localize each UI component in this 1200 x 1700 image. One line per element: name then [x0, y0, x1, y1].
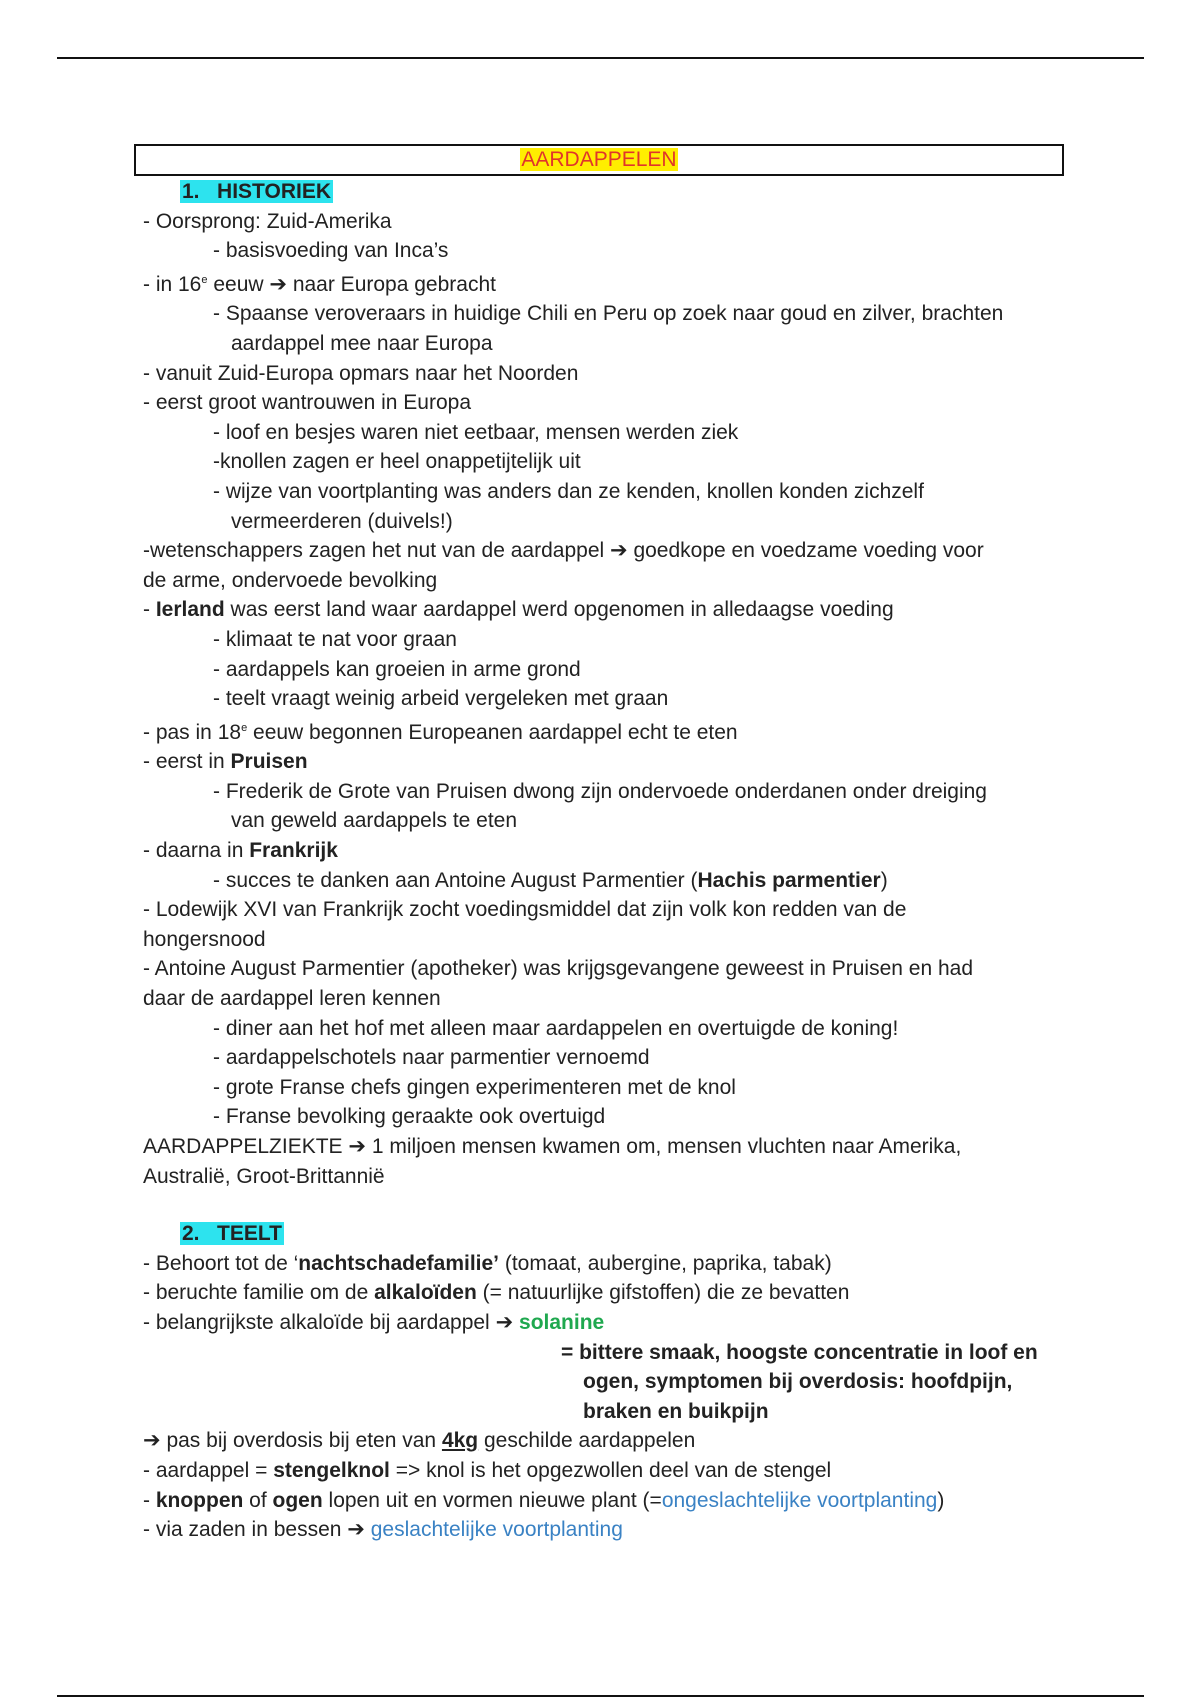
arrow-icon: ➔ — [143, 1429, 161, 1453]
list-item: -knollen zagen er heel onappetijtelijk uit — [213, 450, 581, 474]
list-item: - eerst groot wantrouwen in Europa — [143, 391, 472, 415]
list-item: ogen, symptomen bij overdosis: hoofdpijn, — [583, 1370, 1013, 1394]
list-item: Australië, Groot-Brittannië — [143, 1164, 385, 1188]
list-item: - succes te danken aan Antoine August Parmentier (Hachis parmentier) — [213, 868, 888, 892]
list-item: - Antoine August Parmentier (apotheker) was krijgsgevangene geweest in Pruisen en had — [143, 957, 973, 981]
list-item: - beruchte familie om de alkaloïden (= natuurlijke gifstoffen) die ze bevatten — [143, 1281, 850, 1305]
list-item: - pas in 18e eeuw begonnen Europeanen aardappel echt te eten — [143, 720, 738, 744]
document-title: AARDAPPELEN — [521, 148, 677, 171]
list-item: -wetenschappers zagen het nut van de aardappel ➔ goedkope en voedzame voeding voor — [143, 539, 984, 563]
list-item: - Lodewijk XVI van Frankrijk zocht voedingsmiddel dat zijn volk kon redden van de — [143, 898, 907, 922]
header-rule — [57, 57, 1144, 59]
list-item: = bittere smaak, hoogste concentratie in loof en — [561, 1340, 1038, 1364]
list-item: - grote Franse chefs gingen experimenteren met de knol — [213, 1075, 736, 1099]
list-item: daar de aardappel leren kennen — [143, 987, 441, 1011]
list-item: - Franse bevolking geraakte ook overtuigd — [213, 1105, 606, 1129]
list-item: van geweld aardappels te eten — [231, 809, 518, 833]
list-item: de arme, ondervoede bevolking — [143, 568, 438, 592]
list-item: - Frederik de Grote van Pruisen dwong zijn ondervoede onderdanen onder dreiging — [213, 779, 987, 803]
list-item: vermeerderen (duivels!) — [231, 509, 453, 533]
list-item: - aardappel = stengelknol => knol is het opgezwollen deel van de stengel — [143, 1458, 832, 1482]
list-item: ➔ pas bij overdosis bij eten van 4kg geschilde aardappelen — [143, 1429, 696, 1453]
list-item: - klimaat te nat voor graan — [213, 627, 457, 651]
list-item: - teelt vraagt weinig arbeid vergeleken met graan — [213, 687, 669, 711]
footer-rule — [57, 1695, 1144, 1697]
list-item: braken en buikpijn — [583, 1399, 769, 1423]
list-item: - aardappelschotels naar parmentier vernoemd — [213, 1046, 650, 1070]
list-item: - loof en besjes waren niet eetbaar, mensen werden ziek — [213, 420, 739, 444]
list-item: - via zaden in bessen ➔ geslachtelijke voortplanting — [143, 1518, 623, 1542]
section-heading-teelt: 2. TEELT — [182, 1222, 282, 1246]
list-item: - Ierland was eerst land waar aardappel werd opgenomen in alledaagse voeding — [143, 598, 894, 622]
list-item: - wijze van voortplanting was anders dan ze kenden, knollen konden zichzelf — [213, 479, 924, 503]
list-item: - belangrijkste alkaloïde bij aardappel ➔ solanine — [143, 1310, 605, 1334]
list-item: - Behoort tot de ‘nachtschadefamilie’ (tomaat, aubergine, paprika, tabak) — [143, 1251, 832, 1275]
list-item: hongersnood — [143, 927, 266, 951]
arrow-icon: ➔ — [495, 1310, 514, 1334]
list-item: - diner aan het hof met alleen maar aardappelen en overtuigde de koning! — [213, 1016, 899, 1040]
arrow-icon: ➔ — [610, 539, 628, 563]
list-item: AARDAPPELZIEKTE ➔ 1 miljoen mensen kwamen om, mensen vluchten naar Amerika, — [143, 1135, 962, 1158]
arrow-icon: ➔ — [347, 1518, 365, 1542]
arrow-icon: ➔ — [269, 272, 287, 296]
list-item: - eerst in Pruisen — [143, 750, 308, 774]
list-item: aardappel mee naar Europa — [231, 331, 493, 355]
list-item: - vanuit Zuid-Europa opmars naar het Noorden — [143, 361, 579, 385]
list-item: - aardappels kan groeien in arme grond — [213, 657, 581, 681]
list-item: - in 16e eeuw ➔ naar Europa gebracht — [143, 272, 496, 296]
list-item: - Oorsprong: Zuid-Amerika — [143, 209, 392, 233]
list-item: - knoppen of ogen lopen uit en vormen nieuwe plant (=ongeslachtelijke voortplanting) — [143, 1488, 945, 1512]
document-body — [143, 143, 1073, 1545]
section-heading-historiek: 1. HISTORIEK — [182, 180, 331, 203]
arrow-icon: ➔ — [348, 1135, 367, 1158]
list-item: - daarna in Frankrijk — [143, 839, 338, 863]
list-item: - Spaanse veroveraars in huidige Chili en Peru op zoek naar goud en zilver, brachten — [213, 302, 1004, 326]
list-item: - basisvoeding van Inca’s — [213, 239, 449, 263]
